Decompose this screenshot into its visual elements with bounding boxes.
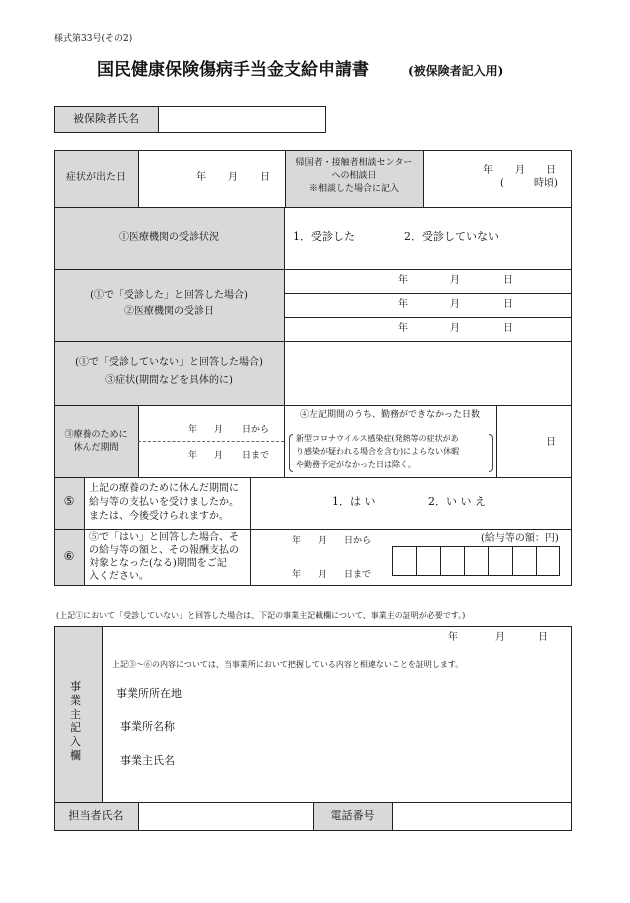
q6-number: ⑥: [63, 549, 75, 563]
form-number: 様式第33号(その2): [54, 34, 133, 44]
page-subtitle: (被保険者記入用): [408, 64, 504, 78]
consult-label: 帰国者・接触者相談センター: [295, 158, 413, 168]
q6-question: ⑤で「はい」と回答した場合、そ: [89, 532, 239, 543]
q4-days-field[interactable]: [498, 407, 570, 475]
office-name-field[interactable]: [190, 717, 568, 739]
q5-question: 上記の療養のために休んだ期間に: [89, 483, 239, 494]
q1-label: ①医療機関の受診状況: [119, 232, 219, 243]
q6-amount-field[interactable]: [392, 546, 560, 576]
q6-amount-label: (給与等の額：円): [481, 533, 559, 544]
insured-name-label: 被保険者氏名: [73, 112, 139, 125]
q2-condition: (①で「受診した」と回答した場合): [90, 290, 248, 301]
q5-option-yes[interactable]: 1．は い: [332, 495, 376, 508]
q5-option-no[interactable]: 2．い い え: [428, 495, 486, 508]
leave-label: ③療養のために: [64, 430, 128, 440]
phone-field[interactable]: [394, 804, 570, 829]
phone-label: 電話番号: [330, 809, 375, 822]
owner-name-field[interactable]: [190, 751, 568, 773]
office-address-label: 事業所所在地: [116, 687, 182, 700]
q2-label: ②医療機関の受診日: [124, 306, 214, 317]
page-title: 国民健康保険傷病手当金支給申請書: [97, 60, 369, 80]
q3-label: ③症状(期間などを具体的に): [105, 375, 233, 386]
q4-title: ④左記期間のうち、勤務ができなかった日数: [299, 410, 480, 420]
q1-option-not-visited[interactable]: 2．受診していない: [404, 230, 499, 243]
owner-name-label: 事業主氏名: [120, 754, 175, 767]
symptom-date-label: 症状が出た日: [66, 172, 126, 183]
employer-vertical-label: 事業主記入欄: [70, 680, 81, 762]
q1-option-visited[interactable]: 1．受診した: [293, 230, 355, 243]
employer-note: (上記①において「受診していない」と回答した場合は、下記の事業主記載欄について、事業主の証明が必要です。): [56, 611, 466, 620]
q5-number: ⑤: [63, 494, 75, 508]
office-address-field[interactable]: [190, 684, 568, 706]
contact-name-label: 担当者氏名: [68, 809, 124, 822]
employer-certify-text: 上記③～⑥の内容については、当事業所において把握している内容と相違ないことを証明します。: [112, 660, 464, 669]
q3-condition: (①で「受診していない」と回答した場合): [75, 357, 263, 368]
q4-note: 新型コロナウイルス感染症(発熱等の症状があ: [296, 434, 459, 443]
q2-visit-date-1[interactable]: [286, 270, 571, 292]
office-name-label: 事業所名称: [120, 720, 175, 733]
q2-visit-date-2[interactable]: [286, 294, 571, 316]
contact-name-field[interactable]: [140, 804, 311, 829]
employer-cert-date[interactable]: [420, 628, 570, 648]
insured-name-field[interactable]: [160, 108, 324, 131]
q2-visit-date-3[interactable]: [286, 318, 571, 340]
q3-symptom-field[interactable]: [286, 343, 571, 403]
